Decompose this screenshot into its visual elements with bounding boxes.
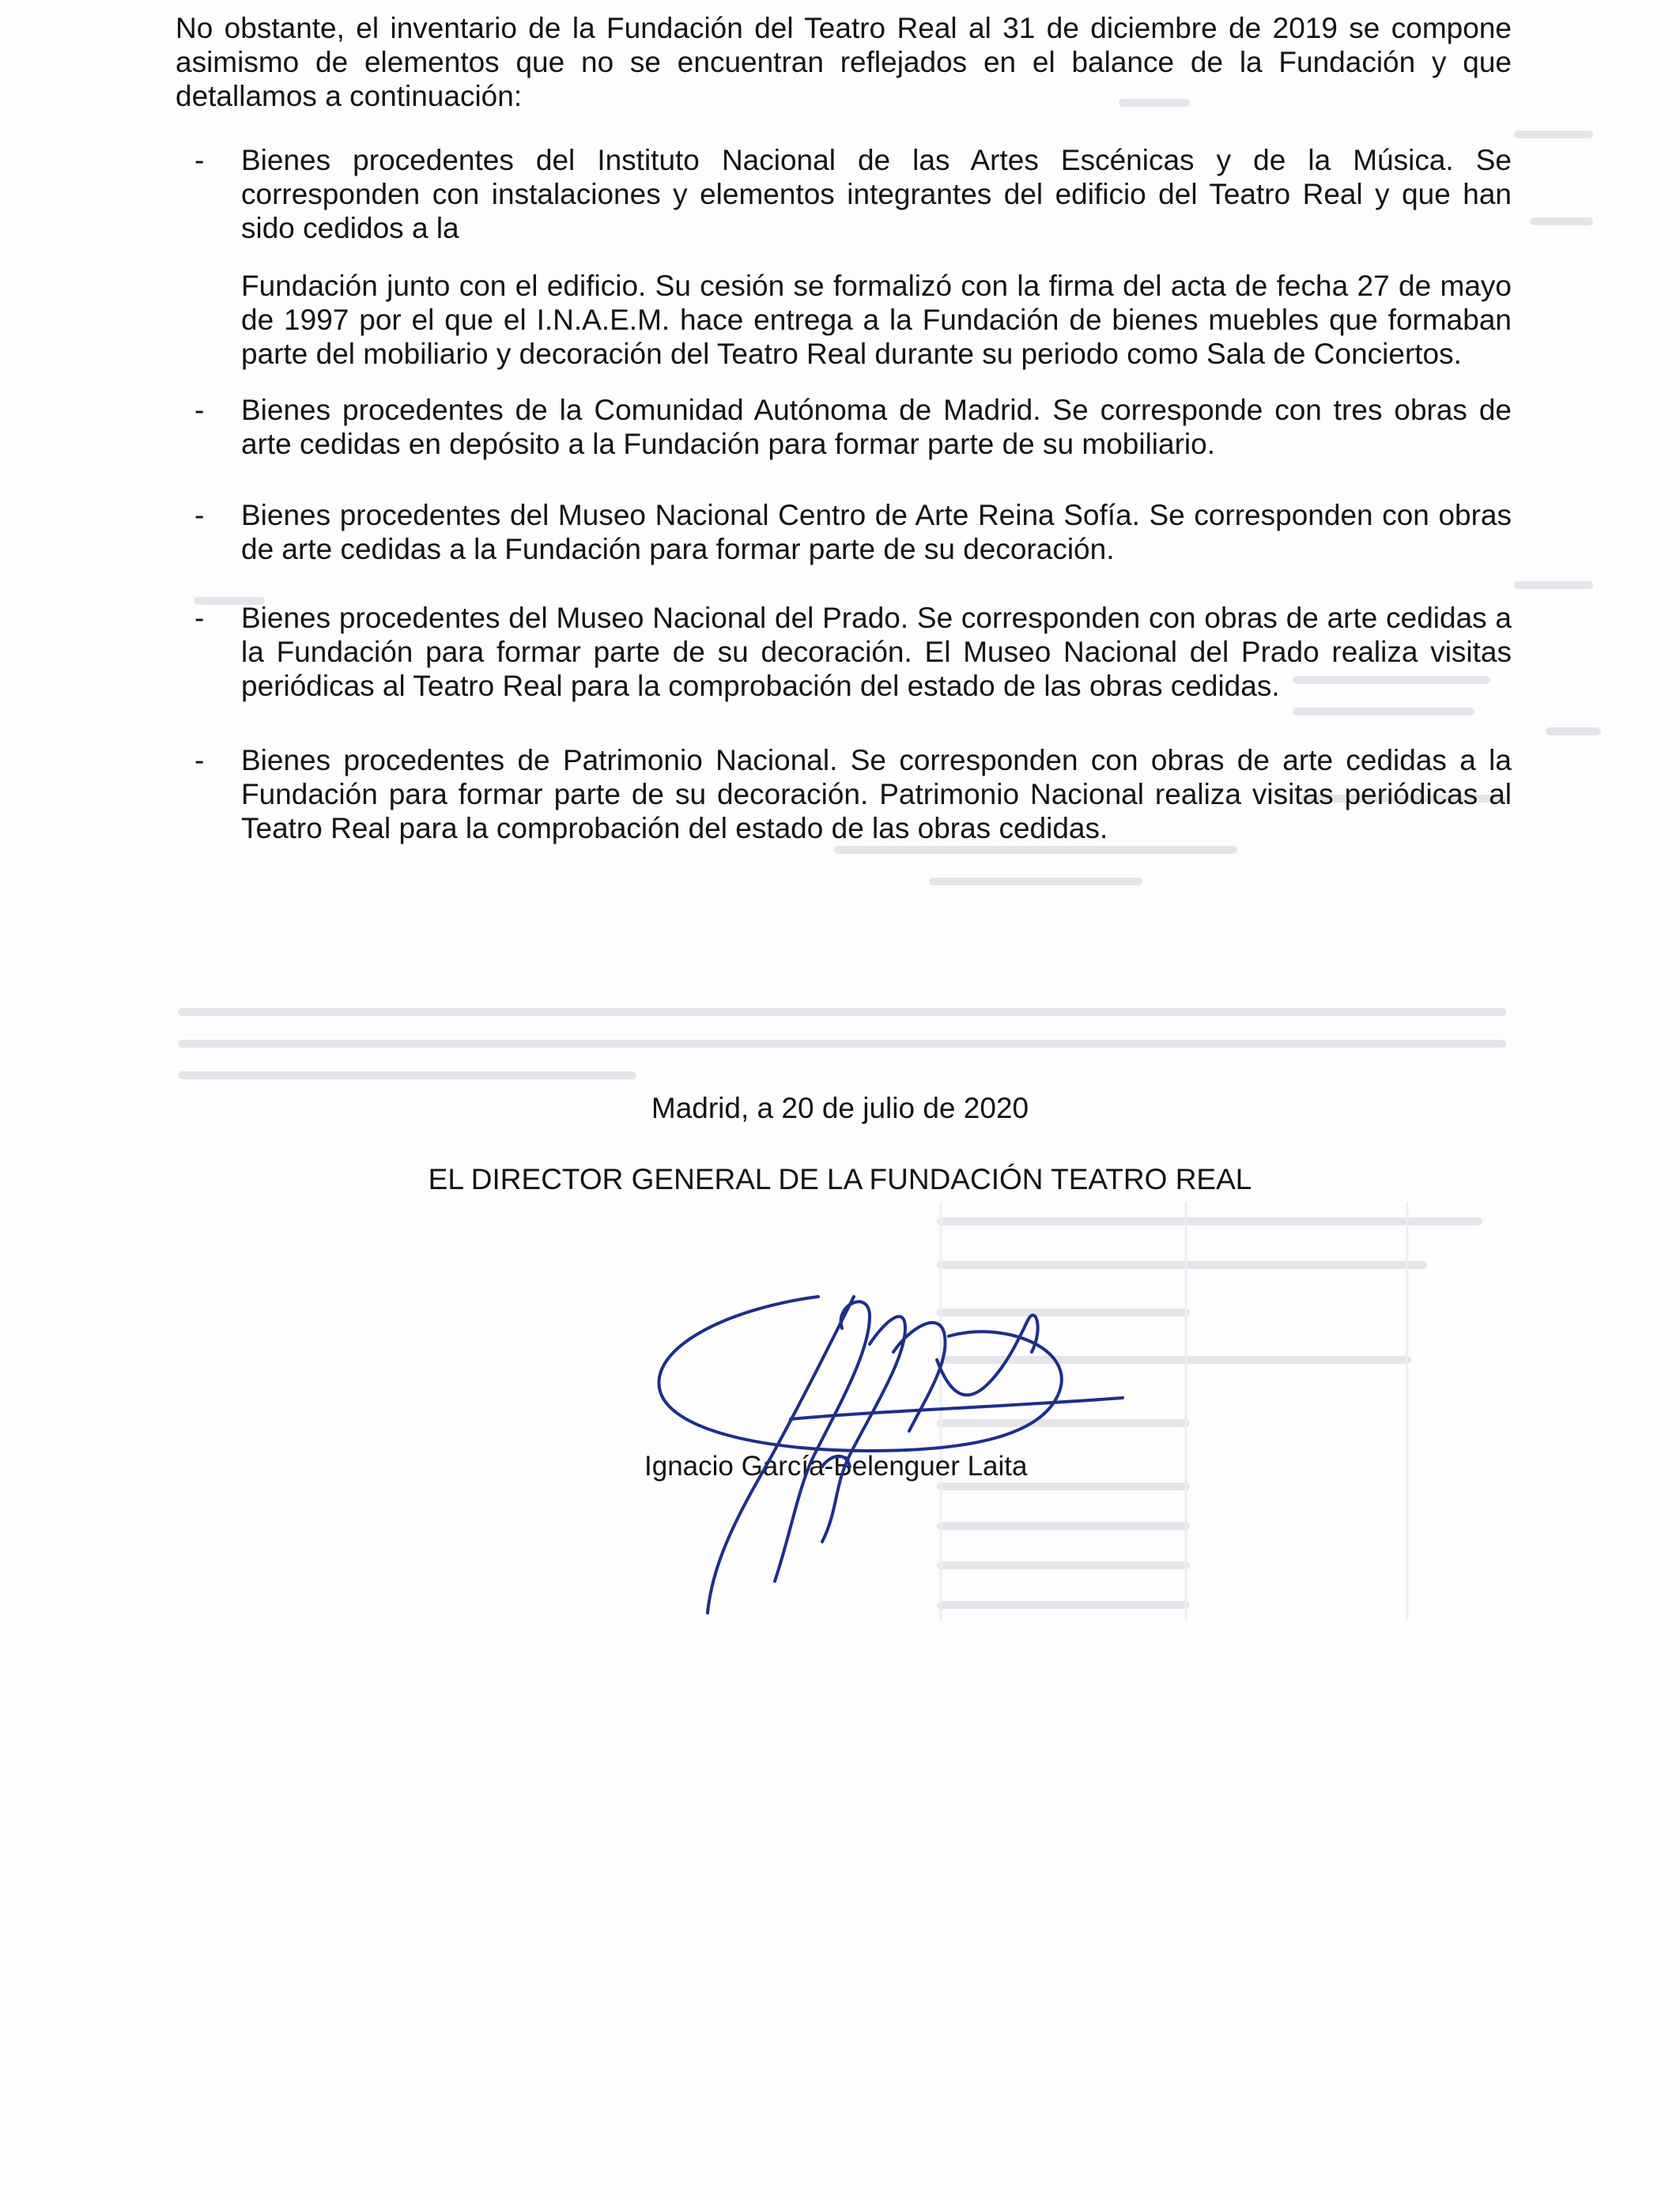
- bullet-marker: -: [194, 602, 205, 634]
- bullet-marker: -: [194, 394, 205, 426]
- bullet-text: Bienes procedentes del Museo Nacional Centro de Arte Reina Sofía. Se corresponden con obras de arte cedidas a la Fundación para formar parte de su decoración.: [241, 499, 1512, 565]
- bullet-marker: -: [194, 499, 205, 531]
- bullet-text: Bienes procedentes de Patrimonio Nacional. Se corresponden con obras de arte cedidas a la Fundación para formar parte de su decoración. Patrimonio Nacional realiza visitas periódicas al Teatro Real para la comprobación del estado de las obras cedidas.: [241, 744, 1512, 844]
- signer-title: EL DIRECTOR GENERAL DE LA FUNDACIÓN TEATRO REAL: [428, 1163, 1252, 1195]
- bullet-text: Bienes procedentes del Museo Nacional del Prado. Se corresponden con obras de arte cedidas a la Fundación para formar parte de su decoración. El Museo Nacional del Prado realiza visitas periódicas al Teatro Real para la comprobación del estado de las obras cedidas.: [241, 602, 1512, 702]
- bullet-item-inaem: [176, 143, 1512, 371]
- place-date: Madrid, a 20 de julio de 2020: [651, 1092, 1029, 1124]
- handwritten-signature-icon: [632, 1273, 1233, 1621]
- bullet-text-continued: Fundación junto con el edificio. Su cesión se formalizó con la firma del acta de fecha 27 de mayo de 1997 por el que el I.N.A.E.M. hace entrega a la Fundación de bienes muebles que formaban parte del mobiliario y decoración del Teatro Real durante su periodo como Sala de Conciertos.: [241, 270, 1512, 370]
- intro-paragraph: No obstante, el inventario de la Fundación del Teatro Real al 31 de diciembre de 2019 se compone asimismo de elementos que no se encuentran reflejados en el balance de la Fundación y que detallamos a continuación:: [176, 12, 1512, 112]
- bullet-item-comunidad-madrid: [176, 393, 1512, 461]
- bullet-item-reina-sofia: [176, 498, 1512, 566]
- bullet-marker: -: [194, 744, 205, 776]
- bullet-text: Bienes procedentes de la Comunidad Autónoma de Madrid. Se corresponde con tres obras de arte cedidas en depósito a la Fundación para formar parte de su mobiliario.: [241, 394, 1512, 460]
- bullet-marker: -: [194, 144, 205, 176]
- bullet-item-prado: [176, 601, 1512, 703]
- signer-name: Ignacio García-Belenguer Laita: [644, 1451, 1028, 1482]
- bullet-text: Bienes procedentes del Instituto Nacional de las Artes Escénicas y de la Música. Se corresponden con instalaciones y elementos integrantes del edificio del Teatro Real y que han sido cedidos a la: [241, 144, 1512, 244]
- bullet-item-patrimonio: [176, 743, 1512, 845]
